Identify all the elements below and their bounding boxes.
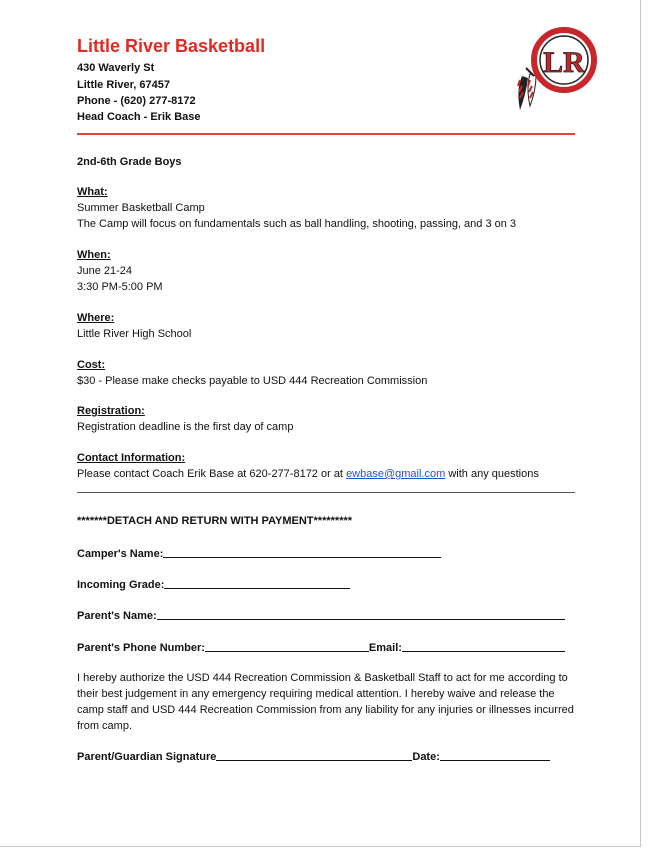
head-coach-line: Head Coach - Erik Base (77, 111, 201, 123)
camper-name-field[interactable] (163, 546, 441, 558)
contact-text-after: with any questions (445, 468, 539, 480)
address-line-1: 430 Waverly St (77, 62, 155, 74)
parent-name-row (77, 608, 565, 622)
email-link[interactable]: ewbase@gmail.com (346, 468, 446, 480)
address-line-2: Little River, 67457 (77, 79, 170, 91)
when-line-1: June 21-24 (77, 265, 133, 277)
detach-heading: *******DETACH AND RETURN WITH PAYMENT********* (77, 515, 353, 527)
incoming-grade-field[interactable] (164, 577, 350, 589)
contact-line (77, 468, 539, 480)
grade-heading: 2nd-6th Grade Boys (77, 156, 182, 168)
what-line-1: Summer Basketball Camp (77, 202, 205, 214)
what-line-2: The Camp will focus on fundamentals such as ball handling, shooting, passing, and 3 on 3 (77, 218, 517, 230)
contact-text-before: Please contact Coach Erik Base at 620-277-8172 or at (77, 468, 347, 480)
email-field[interactable] (402, 640, 565, 652)
detach-divider (77, 492, 575, 493)
camper-name-label: Camper's Name: (77, 548, 164, 560)
incoming-grade-row (77, 577, 350, 591)
incoming-grade-label: Incoming Grade: (77, 579, 165, 591)
logo-text: LR (543, 46, 585, 79)
parent-name-label: Parent's Name: (77, 610, 157, 622)
when-label: When: (77, 249, 111, 261)
document-title: Little River Basketball (77, 36, 266, 56)
little-river-logo (508, 20, 600, 112)
authorization-paragraph: I hereby authorize the USD 444 Recreation Commission & Basketball Staff to act for me according to their best judgement in any emergency requiring medical attention. I hereby waive and release the camp staff and USD 444 Recreation Commission from any liability for any injuries or illnesses incurred from camp. (77, 672, 574, 732)
contact-label: Contact Information: (77, 452, 186, 464)
camper-name-row (77, 546, 441, 560)
parent-phone-row (77, 640, 565, 654)
parent-phone-field[interactable] (205, 640, 369, 652)
signature-row (77, 749, 550, 763)
where-line-1: Little River High School (77, 328, 192, 340)
header-divider (77, 133, 575, 135)
signature-field[interactable] (216, 749, 412, 761)
cost-line-1: $30 - Please make checks payable to USD 444 Recreation Commission (77, 375, 428, 387)
parent-phone-label: Parent's Phone Number: (77, 642, 205, 654)
registration-line-1: Registration deadline is the first day of camp (77, 421, 294, 433)
phone-line: Phone - (620) 277-8172 (77, 95, 196, 107)
date-label: Date: (412, 751, 440, 763)
cost-label: Cost: (77, 359, 106, 371)
date-field[interactable] (440, 749, 550, 761)
email-label: Email: (368, 642, 402, 654)
registration-label: Registration: (77, 405, 145, 417)
signature-label: Parent/Guardian Signature (77, 751, 217, 763)
parent-name-field[interactable] (157, 608, 565, 620)
what-label: What: (77, 186, 108, 198)
where-label: Where: (77, 312, 115, 324)
when-line-2: 3:30 PM-5:00 PM (77, 281, 163, 293)
feather-icon (518, 68, 536, 110)
